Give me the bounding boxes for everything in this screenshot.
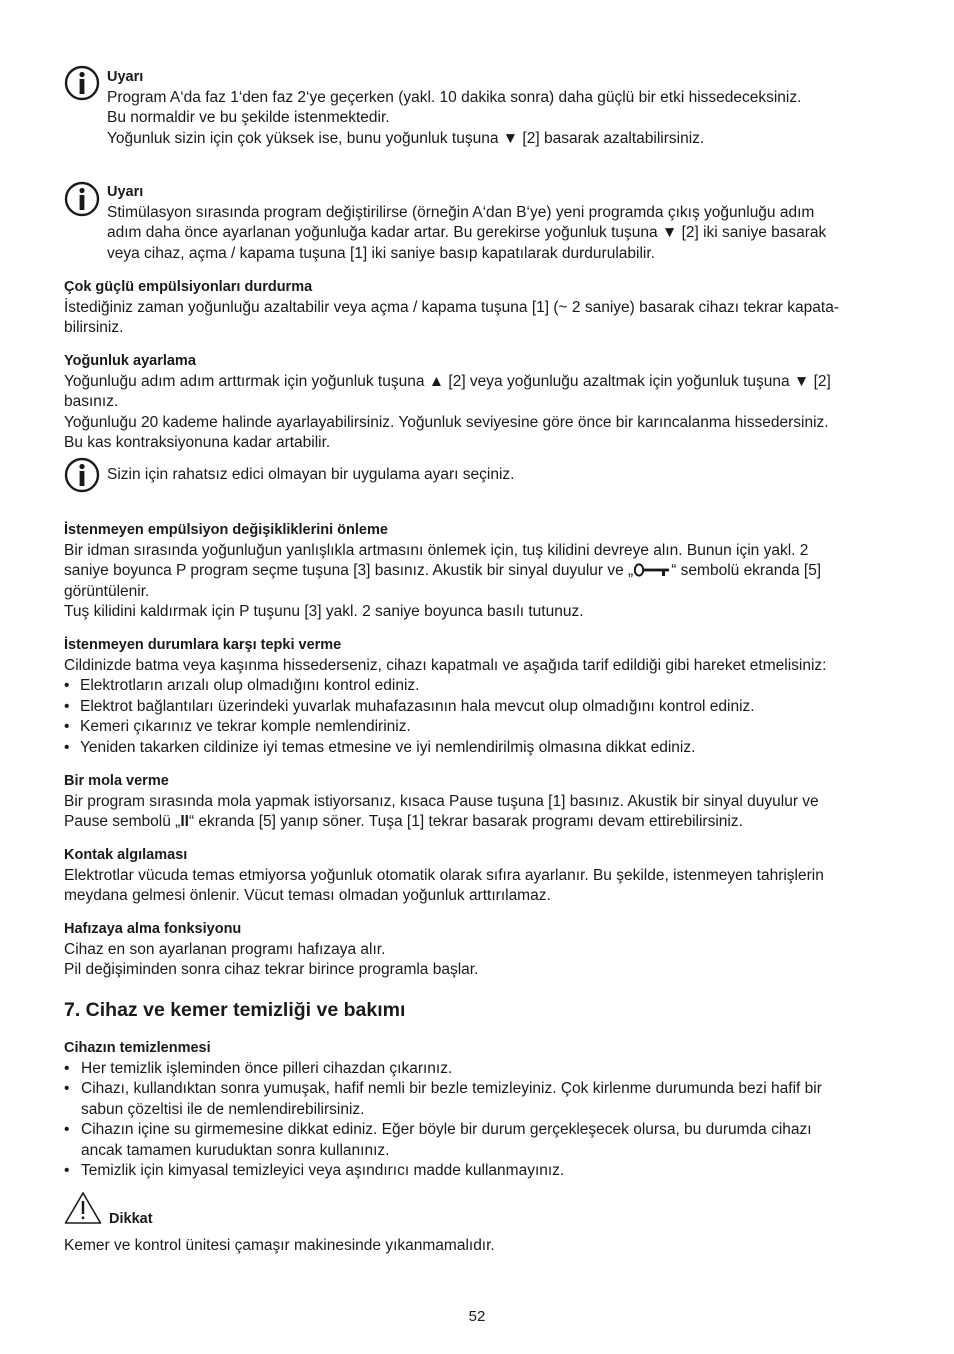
- info-note-3: Sizin için rahatsız edici olmayan bir uygulama ayarı seçiniz.: [107, 466, 515, 483]
- text-line: adım daha önce ayarlanan yoğunluğa kadar artar. Bu gerekirse yoğunluk tuşuna ▼ [2] iki saniye basarak: [107, 224, 827, 241]
- info-icon: [64, 457, 100, 493]
- section-heading: Hafızaya alma fonksiyonu: [64, 921, 242, 937]
- list-item: • Temizlik için kimyasal temizleyici veya aşındırıcı madde kullanmayınız.: [64, 1161, 884, 1182]
- warning-note-2: [107, 182, 887, 264]
- section-heading: İstenmeyen empülsiyon değişikliklerini önleme: [64, 522, 388, 538]
- text-line: sabun çözeltisi ile de nemlendirebilirsiniz.: [81, 1100, 365, 1118]
- info-icon: [64, 181, 100, 217]
- section-unwanted-reactions: [64, 635, 884, 758]
- section-intensity-adjustment: [64, 351, 884, 454]
- bullet-list: [64, 1059, 884, 1182]
- text-line: Yoğunluğu adım adım arttırmak için yoğunluk tuşuna ▲ [2] veya yoğunluğu azaltmak için yoğunluk tuşuna ▼ [2]: [64, 372, 831, 390]
- section-heading: Cihazın temizlenmesi: [64, 1040, 211, 1056]
- warning-title: Uyarı: [107, 69, 144, 85]
- section-key-lock: [64, 520, 884, 623]
- text-line: Tuş kilidini kaldırmak için P tuşunu [3] yakl. 2 saniye boyunca basılı tutunuz.: [64, 603, 584, 620]
- text-line: Elektrotlar vücuda temas etmiyorsa yoğunluk otomatik olarak sıfıra ayarlanır. Bu şekilde, istenmeyen tahrişlerin: [64, 866, 824, 884]
- section-device-cleaning: [64, 1038, 884, 1182]
- text-line: Bu kas kontraksiyonuna kadar artabilir.: [64, 434, 331, 451]
- section-heading: Kontak algılaması: [64, 847, 188, 863]
- pause-symbol: II: [180, 813, 189, 830]
- text-line: Yoğunluk sizin için çok yüksek ise, bunu yoğunluk tuşuna ▼ [2] basarak azaltabilirsiniz.: [107, 129, 705, 147]
- text-line: Cihazın içine su girmemesine dikkat ediniz. Eğer böyle bir durum gerçekleşecek olursa, bu durumda cihazı: [81, 1121, 812, 1138]
- section-memory-function: [64, 919, 884, 981]
- text-line: Cildinizde batma veya kaşınma hissederseniz, cihazı kapatmalı ve aşağıda tarif edildiği gibi hareket etmelisiniz:: [64, 656, 827, 674]
- text-line: Bir program sırasında mola yapmak istiyorsanız, kısaca Pause tuşuna [1] basınız. Akustik bir sinyal duyulur ve: [64, 792, 819, 810]
- chapter-title: 7. Cihaz ve kemer temizliği ve bakımı: [64, 999, 406, 1021]
- caution-text: Kemer ve kontrol ünitesi çamaşır makinesinde yıkanmamalıdır.: [64, 1237, 495, 1254]
- text-fragment: Pause sembolü „: [64, 813, 181, 830]
- section-heading: İstenmeyen durumlara karşı tepki verme: [64, 637, 342, 653]
- text-line: ancak tamamen kuruduktan sonra kullanınız.: [81, 1141, 390, 1159]
- text-line: meydana gelmesi önlenir. Vücut teması olmadan yoğunluk arttırılamaz.: [64, 887, 551, 904]
- info-icon: [64, 65, 100, 101]
- text-line: Yoğunluğu 20 kademe halinde ayarlayabilirsiniz. Yoğunluk seviyesine göre önce bir karıncalanma hissedersiniz.: [64, 413, 829, 431]
- section-contact-detection: [64, 845, 884, 907]
- text-fragment: “ sembolü ekranda [5]: [671, 562, 822, 579]
- text-line: görüntülenir.: [64, 582, 150, 600]
- text-line: Cihazı, kullandıktan sonra yumuşak, hafif nemli bir bezle temizleyiniz. Çok kirlenme durumunda bezi hafif bir: [81, 1080, 822, 1097]
- text-line: bilirsiniz.: [64, 319, 124, 336]
- list-item: [64, 1120, 884, 1161]
- list-item: • Kemeri çıkarınız ve tekrar komple nemlendiriniz.: [64, 717, 884, 738]
- text-line: [64, 812, 884, 833]
- warning-note-1: [107, 67, 887, 149]
- warning-triangle-icon: [64, 1191, 102, 1225]
- section-stop-strong-impulses: [64, 277, 884, 339]
- bullet-list: [64, 676, 884, 758]
- list-item: • Elektrot bağlantıları üzerindeki yuvarlak muhafazasının hala mevcut olup olmadığını kontrol ediniz.: [64, 697, 884, 718]
- warning-title: Uyarı: [107, 184, 144, 200]
- caution-title: Dikkat: [109, 1211, 153, 1227]
- text-line: [64, 561, 884, 582]
- list-item: • Elektrotların arızalı olup olmadığını kontrol ediniz.: [64, 676, 884, 697]
- section-heading: Yoğunluk ayarlama: [64, 353, 196, 369]
- text-fragment: saniye boyunca P program seçme tuşuna [3] basınız. Akustik bir sinyal duyulur ve „: [64, 562, 634, 579]
- section-heading: Çok güçlü empülsiyonları durdurma: [64, 279, 313, 295]
- text-line: veya cihaz, açma / kapama tuşuna [1] iki saniye basıp kapatılarak durdurulabilir.: [107, 244, 655, 262]
- list-item: [64, 1079, 884, 1120]
- text-line: İstediğiniz zaman yoğunluğu azaltabilir veya açma / kapama tuşuna [1] (~ 2 saniye) basarak cihazı tekrar kapata-: [64, 298, 839, 316]
- text-line: Pil değişiminden sonra cihaz tekrar birince programla başlar.: [64, 961, 479, 978]
- text-line: Cihaz en son ayarlanan programı hafızaya alır.: [64, 940, 386, 958]
- text-line: Bir idman sırasında yoğunluğun yanlışlıkla artmasını önlemek için, tuş kilidini devreye alın. Bunun için yakl. 2: [64, 541, 809, 559]
- section-heading: Bir mola verme: [64, 773, 169, 789]
- text-line: Stimülasyon sırasında program değiştirilirse (örneğin A‘dan B‘ye) yeni programda çıkış yoğunluğu adım: [107, 203, 815, 221]
- text-fragment: “ ekranda [5] yanıp söner. Tuşa [1] tekrar basarak programı devam ettirebilirsiniz.: [188, 813, 743, 830]
- list-item: • Yeniden takarken cildinize iyi temas etmesine ve iyi nemlendirilmiş olmasına dikkat ediniz.: [64, 738, 884, 759]
- page-number: 52: [468, 1308, 486, 1325]
- key-lock-icon: [633, 562, 671, 578]
- list-item: • Her temizlik işleminden önce pilleri cihazdan çıkarınız.: [64, 1059, 884, 1080]
- section-pause: [64, 771, 884, 833]
- text-line: Program A‘da faz 1‘den faz 2‘ye geçerken (yakl. 10 dakika sonra) daha güçlü bir etki hissedeceksiniz.: [107, 88, 802, 106]
- text-line: basınız.: [64, 393, 119, 410]
- text-line: Bu normaldir ve bu şekilde istenmektedir.: [107, 109, 390, 126]
